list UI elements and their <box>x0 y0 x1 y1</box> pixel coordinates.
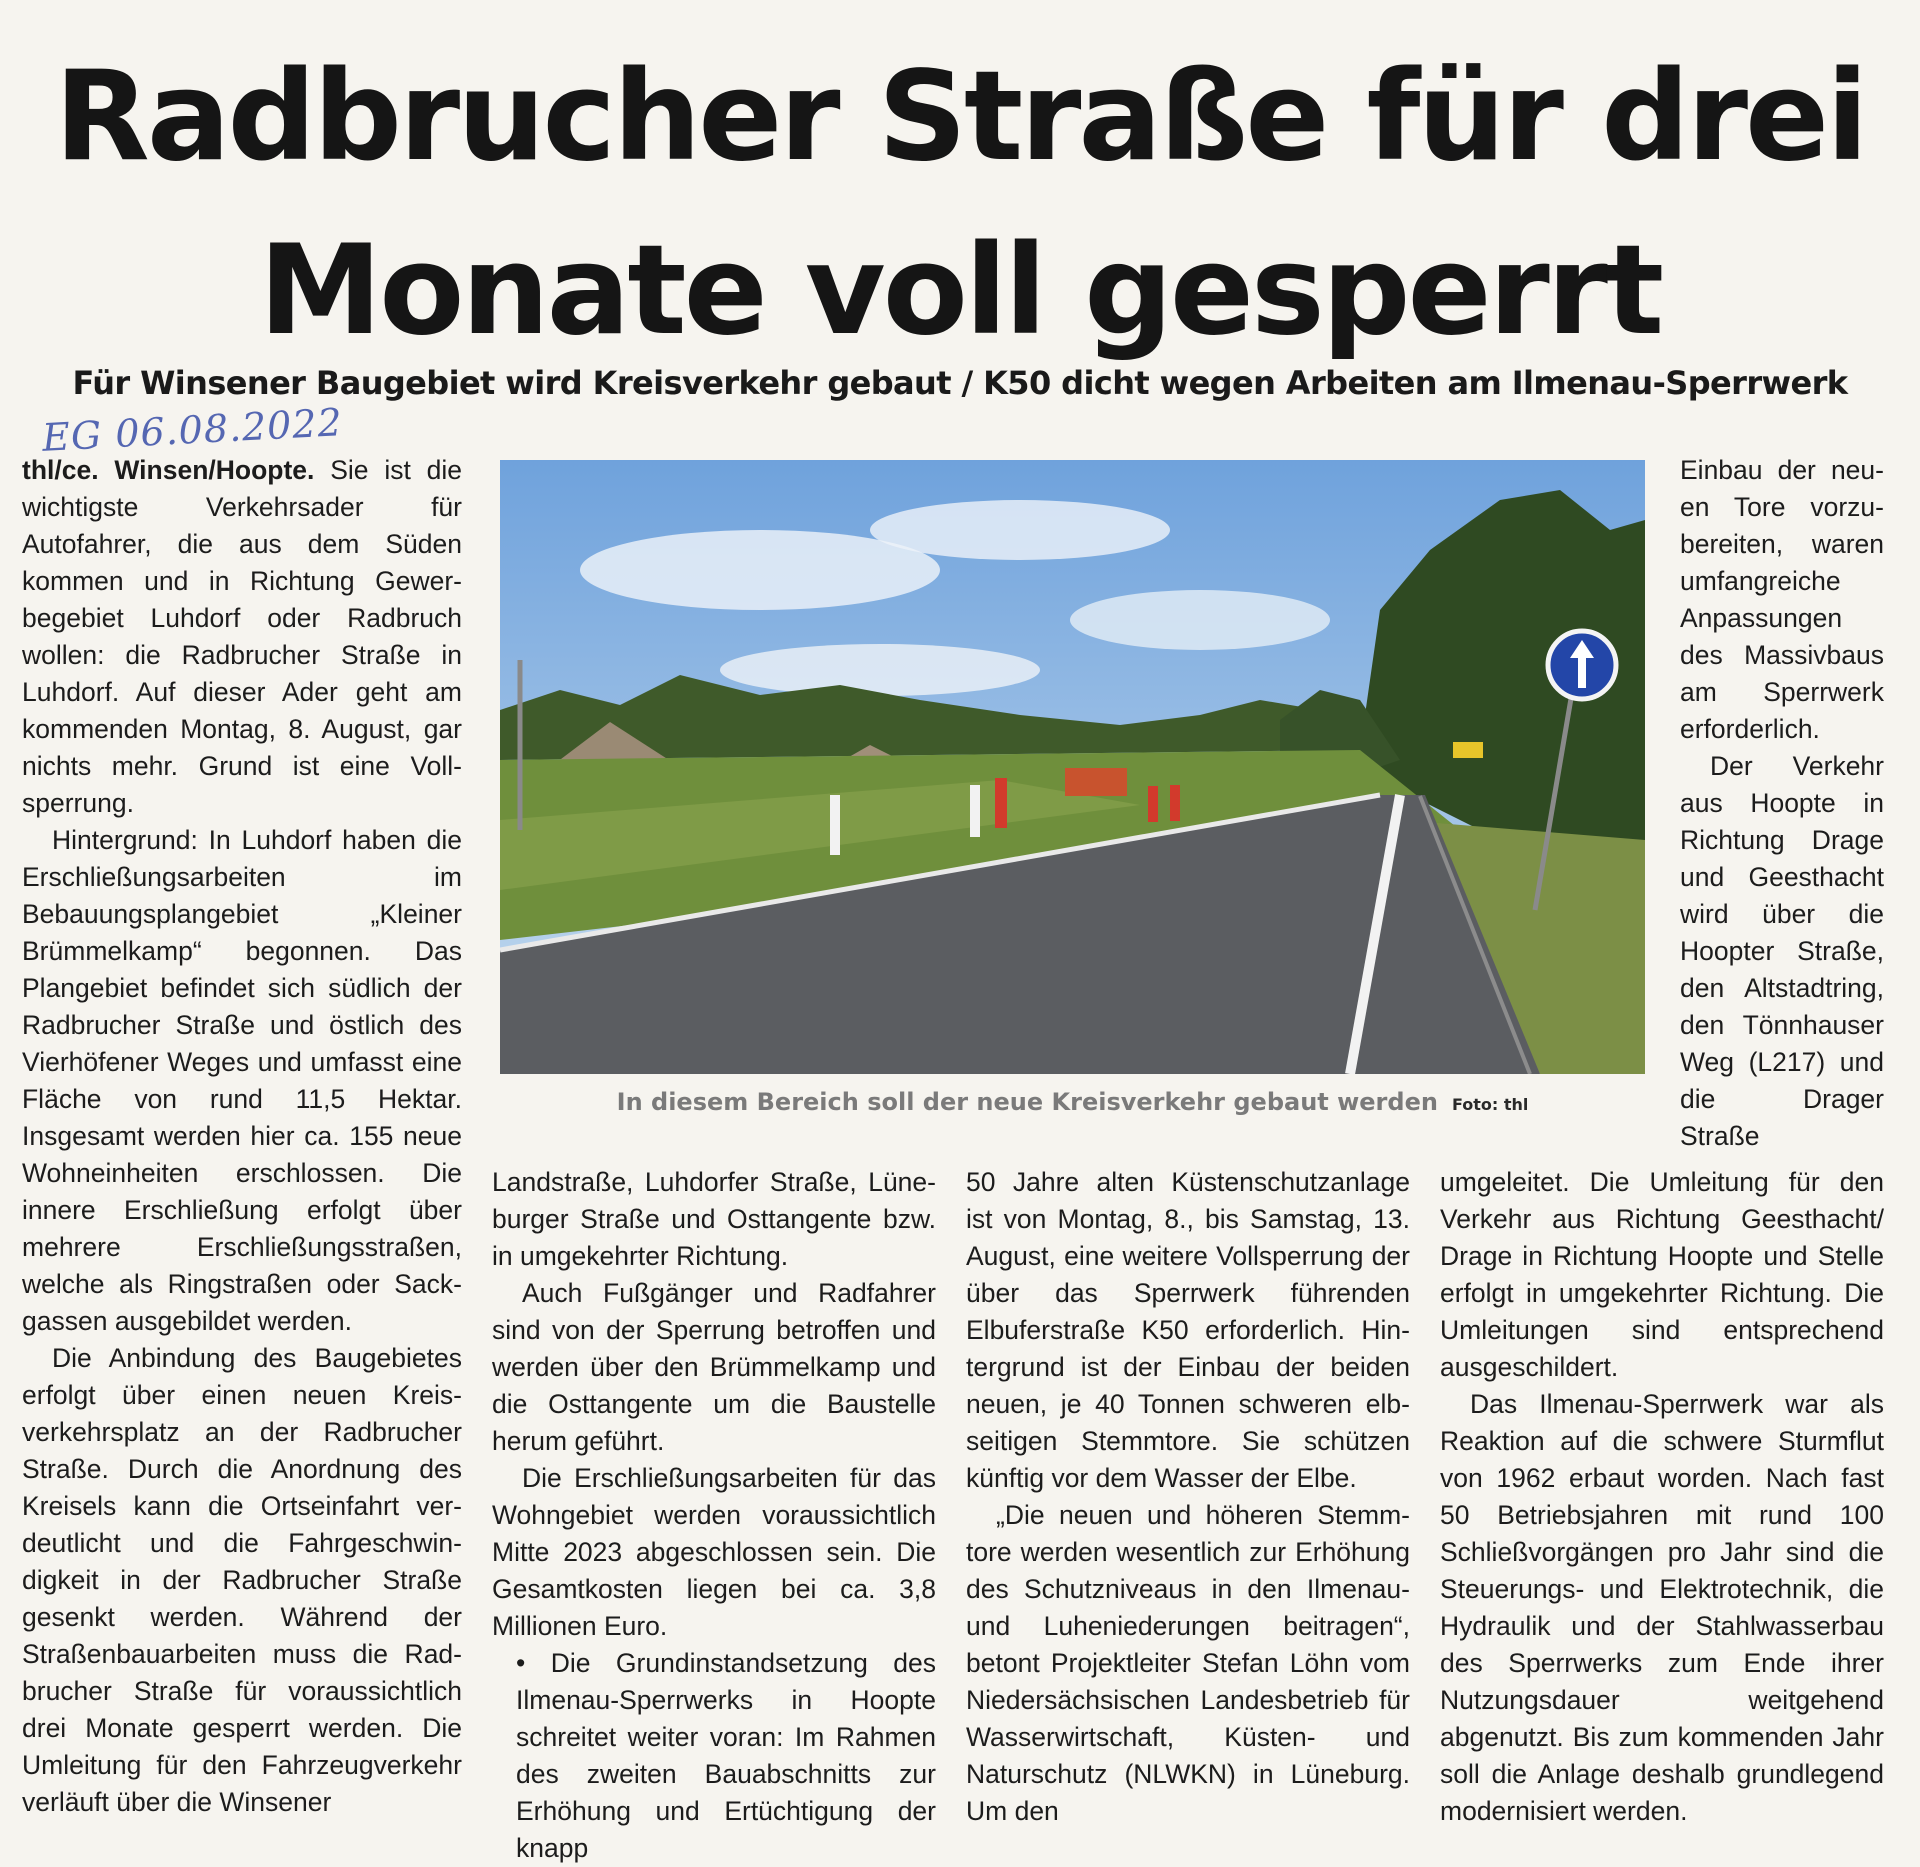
headline <box>20 30 1900 378</box>
paragraph: Auch Fußgänger und Radfahrer sind von der Sperrung betroffen und werden über den Brümmelkamp und die Osttangente um die Baustelle herum geführt. <box>492 1278 936 1456</box>
paragraph-text: Sie ist die wichtigste Verkehrsader für Autofahrer, die aus dem Süden kommen und in Richtung Gewerbegebiet Luhdorf oder Radbruch wollen: die Radbrucher Straße in Luhdorf. Auf dieser Ader geht am kommenden Montag, 8. August, gar nichts mehr. Grund ist eine Vollsperrung. <box>22 455 462 818</box>
article-column-2 <box>492 1164 936 1867</box>
headline-line-2: Monate voll gesperrt <box>258 219 1662 363</box>
paragraph <box>22 452 462 822</box>
road-construction-photo <box>500 460 1645 1074</box>
paragraph: Die Erschließungsarbeiten für das Wohngebiet werden voraussichtlich Mitte 2023 abgeschlossen sein. Die Gesamtkosten liegen bei ca. 3,8 Millionen Euro. <box>492 1463 936 1641</box>
paragraph: • Die Grundinstandsetzung des Ilmenau-Sperrwerks in Hoopte schreitet weiter voran: Im Rahmen des zweiten Bauabschnitts zur Erhöhung und Ertüchtigung der knapp <box>516 1648 936 1863</box>
photo-credit: Foto: thl <box>1451 1095 1529 1114</box>
paragraph: Die Anbindung des Baugebietes erfolgt über einen neuen Kreisverkehrsplatz an der Radbrucher Straße. Durch die Anordnung des Kreisels kann die Ortseinfahrt verdeutlicht und die Fahrgeschwindigkeit in der Radbrucher Straße gesenkt werden. Während der Straßenbauarbeiten muss die Radbrucher Straße für voraussichtlich drei Monate gesperrt werden. Die Umleitung für den Fahrzeugverkehr verläuft über die Winsener <box>22 1343 462 1817</box>
paragraph: Landstraße, Luhdorfer Straße, Lüneburger Straße und Osttangente bzw. in umgekehrter Richtung. <box>492 1167 936 1271</box>
article-column-1 <box>22 452 462 1821</box>
byline: thl/ce. Winsen/Hoopte. <box>22 455 315 485</box>
paragraph: Der Verkehr aus Hoopte in Richtung Drage und Geesthacht wird über die Hoopter Straße, den Altstadtring, den Tönnhauser Weg (L217) und die Drager Straße <box>1680 751 1884 1151</box>
paragraph: 50 Jahre alten Küstenschutzanlage ist von Montag, 8., bis Samstag, 13. August, eine weitere Vollsperrung der über das Sperrwerk führenden Elbuferstraße K50 erforderlich. Hintergrund ist der Einbau der beiden neuen, je 40 Tonnen schweren elbseitigen Stemmtore. Sie schützen künftig vor dem Wasser der Elbe. <box>966 1167 1410 1493</box>
article-column-4-upper <box>1680 452 1884 1155</box>
handwritten-date: EG 06.08.2022 <box>41 400 344 460</box>
article-photo <box>500 460 1645 1074</box>
paragraph: Einbau der neuen Tore vorzubereiten, waren umfangreiche Anpassungen des Massivbaus am Sperrwerk erforderlich. <box>1680 455 1884 744</box>
article-column-3 <box>966 1164 1410 1830</box>
paragraph: Das Ilmenau-Sperrwerk war als Reaktion auf die schwere Sturmflut von 1962 erbaut worden. Nach fast 50 Betriebsjahren mit rund 100 Schließvorgängen pro Jahr sind die Steuerungs- und Elektrotechnik, die Hydraulik und der Stahlwasserbau des Sperrwerks zum Ende ihrer Nutzungsdauer weitgehend abgenutzt. Bis zum kommenden Jahr soll die Anlage deshalb grundlegend modernisiert werden. <box>1440 1389 1884 1826</box>
headline-line-1: Radbrucher Straße für drei <box>54 45 1866 189</box>
paragraph: Hintergrund: In Luhdorf haben die Erschließungsarbeiten im Bebauungsplangebiet „Kleiner Brümmelkamp“ begonnen. Das Plangebiet befindet sich südlich der Radbrucher Straße und östlich des Vierhöfener Weges und umfasst eine Fläche von rund 11,5 Hektar. Insgesamt werden hier ca. 155 neue Wohneinheiten erschlossen. Die innere Erschließung erfolgt über mehrere Erschließungsstraßen, welche als Ringstraßen oder Sackgassen ausgebildet werden. <box>22 825 462 1336</box>
article-column-4-lower <box>1440 1164 1884 1830</box>
paragraph: „Die neuen und höheren Stemmtore werden wesentlich zur Erhöhung des Schutzniveaus in den Ilmenau- und Luheniederungen beitragen“, betont Projektleiter Stefan Löhn vom Niedersächsischen Landesbetrieb für Wasserwirtschaft, Küsten- und Naturschutz (NLWKN) in Lüneburg. Um den <box>966 1500 1410 1826</box>
paragraph: umgeleitet. Die Umleitung für den Verkehr aus Richtung Geesthacht/ Drage in Richtung Hoopte und Stelle erfolgt in umgekehrter Richtung. Die Umleitungen sind entsprechend ausgeschildert. <box>1440 1167 1884 1382</box>
caption-text: In diesem Bereich soll der neue Kreisverkehr gebaut werden <box>616 1088 1438 1116</box>
subheadline: Für Winsener Baugebiet wird Kreisverkehr gebaut / K50 dicht wegen Arbeiten am Ilmenau-Sperrwerk <box>72 364 1848 402</box>
photo-caption <box>500 1086 1645 1121</box>
